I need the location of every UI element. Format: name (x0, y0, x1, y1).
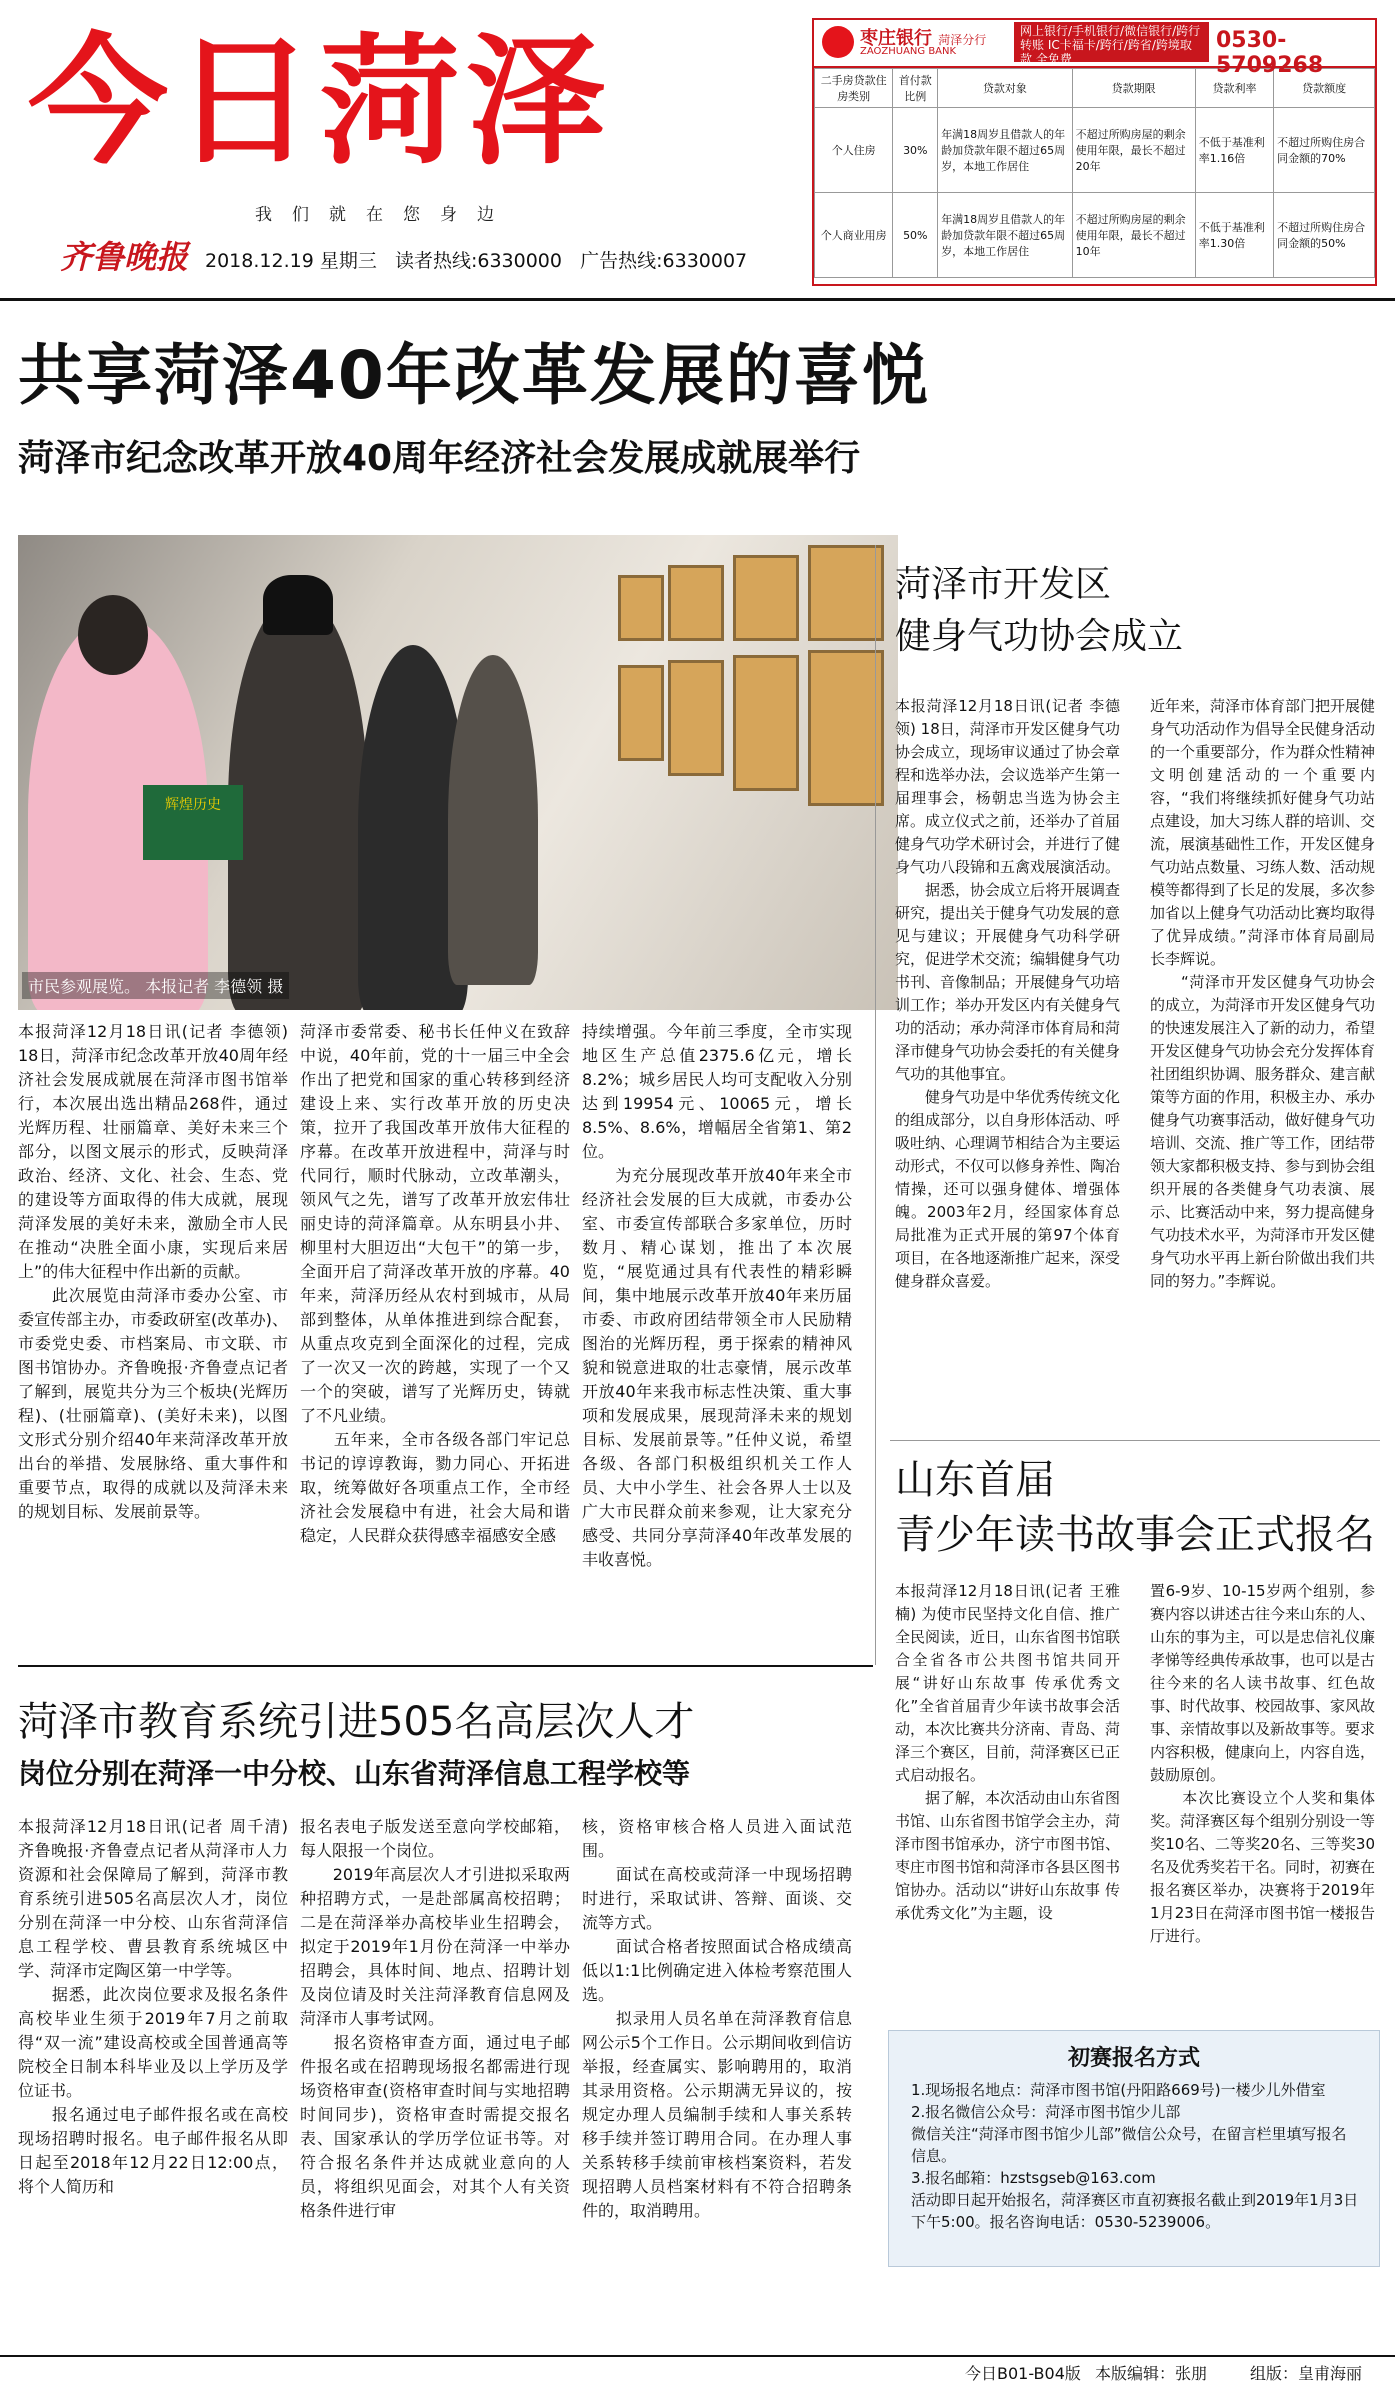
table-header-cell: 二手房贷款住房类别 (815, 69, 893, 108)
bank-advertisement (812, 18, 1377, 286)
photo-frame (668, 565, 724, 641)
reading-title-line1: 山东首届 (895, 1457, 1055, 1503)
education-column-1: 本报菏泽12月18日讯(记者 周千清) 齐鲁晚报·齐鲁壹点记者从菏泽市人力资源和社会保障局了解到，菏泽市教育系统引进505名高层次人才，岗位分别在菏泽一中分校、山东省菏泽信息工程学校、曹县教育系统城区中学、菏泽市定陶区第一中学等。 据悉，此次岗位要求及报名条件高校毕业生须于2019年7月之前取得“双一流”建设高校或全国普通高等院校全日制本科毕业及以上学历及学位证书。 报名通过电子邮件报名或在高校现场招聘时报名。电子邮件报名从即日起至2018年12月22日12:00点，将个人简历和 (18, 1817, 288, 2196)
registration-box-body (911, 2079, 1361, 2233)
table-cell: 年满18周岁且借款人的年龄加贷款年限不超过65周岁，本地工作居住 (938, 193, 1072, 278)
bank-branch: 菏泽分行 (938, 33, 987, 47)
bank-name: 枣庄银行 菏泽分行 (860, 28, 987, 49)
registration-line: 2.报名微信公众号：菏泽市图书馆少儿部 (911, 2103, 1181, 2121)
visitor-figure (228, 595, 368, 1010)
qigong-column-1: 本报菏泽12月18日讯(记者 李德领) 18日，菏泽市开发区健身气功协会成立，现场审议通过了协会章程和选举办法，会议选举产生第一届理事会，杨朝忠当选为协会主席。成立仪式之前，还举办了首届健身气功学术研讨会，并进行了健身气功八段锦和五禽戏展演活动。 据悉，协会成立后将开展调查研究，提出关于健身气功发展的意见与建议；开展健身气功科学研究，促进学术交流；编辑健身气功书刊、音像制品；开展健身气功培训工作；举办开发区内有关健身气功的活动；承办菏泽市体育局和菏泽市健身气功协会委托的有关健身气功的其他事宜。 健身气功是中华优秀传统文化的组成部分，以自身形体活动、呼吸吐纳、心理调节相结合为主要运动形式，不仅可以修身养性、陶冶情操，还可以强身健体、增强体魄。2003年2月，经国家体育总局批准为正式开展的第97个体育项目，在各地逐渐推广起来，深受健身群众喜爱。 (895, 697, 1121, 1290)
visitor-head (78, 595, 148, 675)
education-column-3: 核，资格审核合格人员进入面试范围。 面试在高校或菏泽一中现场招聘时进行，采取试讲、答辩、面谈、交流等方式。 面试合格者按照面试合格成绩高低以1:1比例确定进入体检考察范围人选。 拟录用人员名单在菏泽教育信息网公示5个工作日。公示期间收到信访举报，经查属实、影响聘用的，取消其录用资格。公示期满无异议的，按规定办理人员编制手续和人事关系转移手续并签订聘用合同。在办理人事关系转移手续前审核档案资料，若发现招聘人员档案材料有不符合招聘条件的，取消聘用。 (582, 1817, 852, 2220)
qigong-column-2: 近年来，菏泽市体育部门把开展健身气功活动作为倡导全民健身活动的一个重要部分，作为群众性精神文明创建活动的一个重要内容，“我们将继续抓好健身气功站点建设，加大习练人群的培训、交流，展演基础性工作，开发区健身气功站点数量、习练人数、活动规模等都得到了长足的发展，多次参加省以上健身气功活动比赛均取得了优异成绩。”菏泽市体育局副局长李辉说。 “菏泽市开发区健身气功协会的成立，为菏泽市开发区健身气功的快速发展注入了新的动力，希望开发区健身气功协会充分发挥体育社团组织协调、服务群众、建言献策等方面的作用，积极主办、承办健身气功赛事活动，做好健身气功培训、交流、推广等工作，团结带领大家都积极支持、参与到协会组织开展的各类健身气功表演、展示、比赛活动中来，努力提高健身气功技术水平，为菏泽市开发区健身气功水平再上新台阶做出我们共同的努力。”李辉说。 (1150, 697, 1376, 1290)
education-subhead: 岗位分别在菏泽一中分校、山东省菏泽信息工程学校等 (18, 1757, 691, 1790)
registration-box-title: 初赛报名方式 (1067, 2046, 1200, 2071)
table-cell: 个人住房 (815, 108, 893, 193)
newspaper-logo: 齐鲁晚报 (60, 238, 189, 276)
lead-subhead: 菏泽市纪念改革开放40周年经济社会发展成就展举行 (18, 438, 861, 479)
footer-pages: 今日B01-B04版 (965, 2364, 1081, 2383)
table-header-cell: 贷款期限 (1072, 69, 1195, 108)
ad-hotline: 广告热线:6330007 (580, 250, 748, 272)
bank-services: 网上银行/手机银行/微信银行/跨行转账 IC卡福卡/跨行/跨省/跨境取款 全免费 (1014, 22, 1209, 62)
education-headline: 菏泽市教育系统引进505名高层次人才 (18, 1699, 695, 1745)
bank-ad-header (814, 20, 1375, 78)
table-header-cell: 贷款额度 (1274, 69, 1375, 108)
table-header-cell: 贷款对象 (938, 69, 1072, 108)
visitor-figure (448, 655, 538, 985)
photo-frame (733, 655, 799, 791)
masthead-title: 今日菏泽 (28, 21, 613, 184)
qigong-title-line2: 健身气功协会成立 (895, 616, 1184, 657)
table-cell: 年满18周岁且借款人的年龄加贷款年限不超过65周岁，本地工作居住 (938, 108, 1072, 193)
footer-layout: 组版：皇甫海丽 (1250, 2364, 1363, 2383)
table-cell: 30% (893, 108, 938, 193)
table-cell: 不低于基准利率1.30倍 (1195, 193, 1273, 278)
photo-frame (618, 665, 664, 761)
photo-frame (668, 660, 724, 776)
reading-column-2: 置6-9岁、10-15岁两个组别，参赛内容以讲述古往今来山东的人、山东的事为主，可以是忠信礼仪廉孝悌等经典传承故事，也可以是古往今来的名人读书故事、红色故事、时代故事、校园故事、家风故事、亲情故事以及新故事等。要求内容积极，健康向上，内容自选，鼓励原创。 本次比赛设立个人奖和集体奖。菏泽赛区每个组别分别设一等奖10名、二等奖20名、三等奖30名及优秀奖若干名。同时，初赛在报名赛区举办，决赛将于2019年1月23日在菏泽市图书馆一楼报告厅进行。 (1150, 1582, 1376, 1945)
exhibition-photo (18, 535, 898, 1010)
column-divider (875, 545, 876, 1665)
visitor-cap (263, 575, 333, 635)
lead-column-3: 持续增强。今年前三季度，全市实现地区生产总值2375.6亿元，增长8.2%；城乡居民人均可支配收入分别达到19954元、10065元，增长8.5%、8.6%，增幅居全省第1、第2位。 为充分展现改革开放40年来全市经济社会发展的巨大成就，市委办公室、市委宣传部联合多家单位，历时数月、精心谋划，推出了本次展览，“展览通过具有代表性的精彩瞬间，集中地展示改革开放40年来历届市委、市政府团结带领全市人民励精图治的光辉历程，勇于探索的精神风貌和锐意进取的壮志豪情，展示改革开放40年来我市标志性决策、重大事项和发展成果，展现菏泽未来的规划目标、发展前景等。”任仲义说，希望各级、各部门积极组织机关工作人员、大中小学生、社会各界人士以及广大市民群众前来参观，让大家充分感受、共同分享菏泽40年改革发展的丰收喜悦。 (582, 1022, 852, 1569)
photo-caption: 市民参观展览。 本报记者 李德领 摄 (22, 972, 289, 999)
registration-line: 1.现场报名地点：菏泽市图书馆(丹阳路669号)一楼少儿外借室 (911, 2081, 1326, 2099)
photo-frame (618, 575, 664, 641)
bank-subtitle: ZAOZHUANG BANK (860, 46, 957, 57)
reading-column-1: 本报菏泽12月18日讯(记者 王雅楠) 为使市民坚持文化自信、推广全民阅读，近日，山东省图书馆联合全省各市公共图书馆共同开展“讲好山东故事 传承优秀文化”全省首届青少年读书故事会活动，本次比赛共分济南、青岛、菏泽三个赛区，目前，菏泽赛区已正式启动报名。 据了解，本次活动由山东省图书馆、山东省图书馆学会主办，菏泽市图书馆承办，济宁市图书馆、枣庄市图书馆和菏泽市各县区图书馆协办。活动以“讲好山东故事 传承优秀文化”为主题，设 (895, 1582, 1121, 1922)
table-row (815, 108, 1375, 193)
photo-frame (808, 545, 884, 641)
education-column-2: 报名表电子版发送至意向学校邮箱，每人限报一个岗位。 2019年高层次人才引进拟采取两种招聘方式，一是赴部属高校招聘；二是在菏泽举办高校毕业生招聘会，拟定于2019年1月份在菏泽一中举办招聘会，具体时间、地点、招聘计划及岗位请及时关注菏泽教育信息网及菏泽市人事考试网。 报名资格审查方面，通过电子邮件报名或在招聘现场报名都需进行现场资格审查(资格审查时间与实地招聘时间同步)，资格审查时需提交报名表、国家承认的学历学位证书等。对符合报名条件并达成就业意向的人员，将组织见面会，对其个人有关资格条件进行审 (300, 1817, 570, 2220)
table-cell: 50% (893, 193, 938, 278)
section-divider (18, 1665, 873, 1667)
table-cell: 个人商业用房 (815, 193, 893, 278)
registration-email: 3.报名邮箱：hzstsgseb@163.com (911, 2169, 1156, 2187)
qigong-title-line1: 菏泽市开发区 (895, 564, 1112, 605)
photo-frame (733, 555, 799, 641)
table-row (815, 193, 1375, 278)
reading-title-line2: 青少年读书故事会正式报名 (895, 1512, 1375, 1558)
bank-logo-icon (822, 26, 854, 58)
table-cell: 不低于基准利率1.16倍 (1195, 108, 1273, 193)
masthead-slogan: 我们就在您身边 (255, 205, 514, 225)
masthead-divider (0, 298, 1395, 301)
reader-hotline: 读者热线:6330000 (394, 250, 562, 272)
lead-column-2: 菏泽市委常委、秘书长任仲义在致辞中说，40年前，党的十一届三中全会作出了把党和国家的重心转移到经济建设上来、实行改革开放的历史决策，拉开了我国改革开放伟大征程的序幕。在改革开放进程中，菏泽与时代同行，顺时代脉动，立改革潮头，领风气之先，谱写了改革开放宏伟壮丽史诗的菏泽篇章。从东明县小井、柳里村大胆迈出“大包干”的第一步，全面开启了菏泽改革开放的序幕。40年来，菏泽历经从农村到城市，从局部到整体，从单体推进到综合配套，从重点攻克到全面深化的过程，完成了一次又一次的跨越，实现了一个又一个的突破，谱写了光辉历史，铸就了不凡业绩。 五年来，全市各级各部门牢记总书记的谆谆教诲，勠力同心、开拓进取，统筹做好各项重点工作，全市经济社会发展稳中有进，社会大局和谐稳定，人民群众获得感幸福感安全感 (300, 1022, 570, 1545)
lead-headline: 共享菏泽40年改革发展的喜悦 (18, 337, 930, 414)
photo-frame (808, 650, 884, 806)
registration-line: 活动即日起开始报名，菏泽赛区市直初赛报名截止到2019年1月3日下午5:00。报名咨询电话：0530-5239006。 (911, 2191, 1359, 2231)
table-header-cell: 首付款比例 (893, 69, 938, 108)
page-footer (0, 2355, 1395, 2387)
table-cell: 不超过所购房屋的剩余使用年限，最长不超过10年 (1072, 193, 1195, 278)
table-header-cell: 贷款利率 (1195, 69, 1273, 108)
section-divider (890, 1440, 1380, 1441)
table-cell: 不超过所购房屋的剩余使用年限，最长不超过20年 (1072, 108, 1195, 193)
dateline (205, 246, 747, 273)
bank-phone: 0530-5709268 (1216, 28, 1324, 78)
footer-editor: 本版编辑：张朋 (1095, 2364, 1208, 2383)
table-cell: 不超过所购住房合同金额的50% (1274, 193, 1375, 278)
issue-date: 2018.12.19 星期三 (205, 250, 377, 272)
exhibition-board: 辉煌历史 (143, 785, 243, 860)
registration-line: 微信关注“菏泽市图书馆少儿部”微信公众号，在留言栏里填写报名信息。 (911, 2125, 1347, 2165)
loan-table (814, 68, 1375, 278)
table-cell: 不超过所购住房合同金额的70% (1274, 108, 1375, 193)
registration-info-box (888, 2030, 1380, 2267)
lead-column-1: 本报菏泽12月18日讯(记者 李德领) 18日，菏泽市纪念改革开放40周年经济社会发展成就展在菏泽市图书馆举行，本次展出选出精品268件，通过光辉历程、壮丽篇章、美好未来三个部分，以图文展示的形式，反映菏泽政治、经济、文化、社会、生态、党的建设等方面取得的伟大成就，展现菏泽发展的美好未来，激励全市人民在推动“决胜全面小康，实现后来居上”的伟大征程中作出新的贡献。 此次展览由菏泽市委办公室、市委宣传部主办，市委政研室(改革办)、市委党史委、市档案局、市文联、市图书馆协办。齐鲁晚报·齐鲁壹点记者了解到，展览共分为三个板块(光辉历程)、(壮丽篇章)、(美好未来)，以图文形式分别介绍40年来菏泽改革开放出台的举措、发展脉络、重大事件和重要节点，取得的成就以及菏泽未来的规划目标、发展前景等。 (18, 1022, 288, 1521)
